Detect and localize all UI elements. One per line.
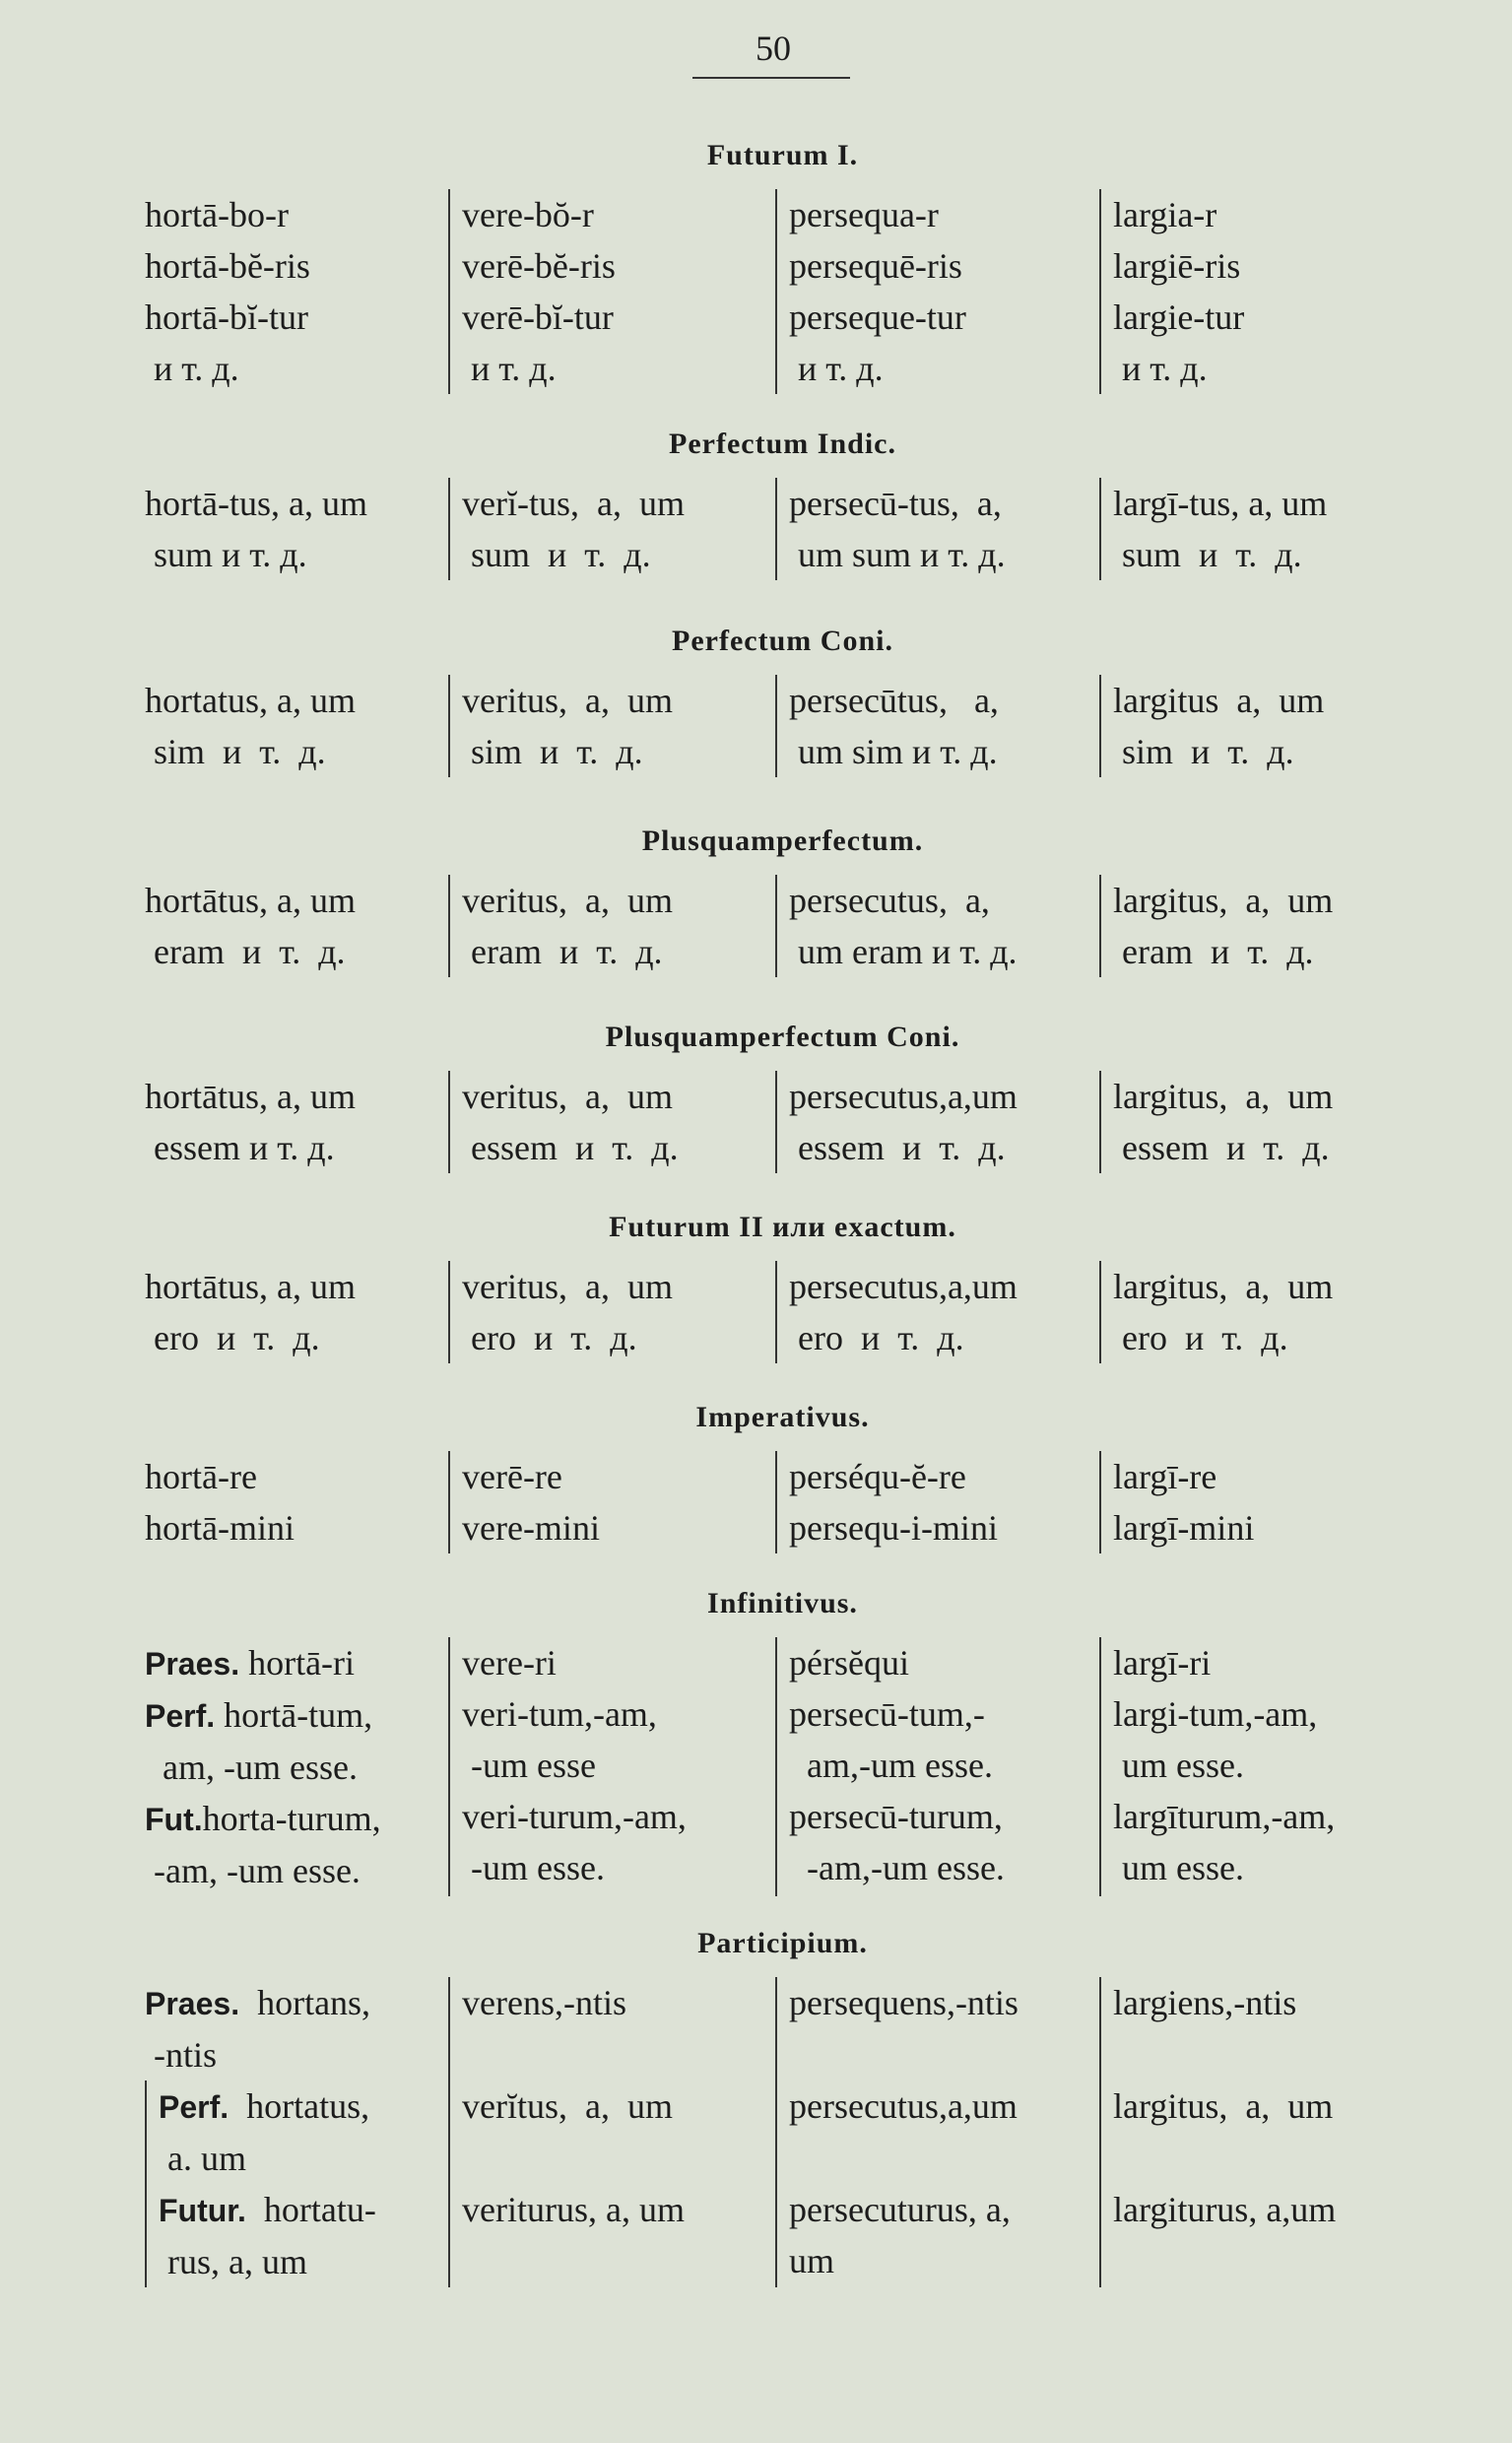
form-cell: persecutus,a,um bbox=[775, 2080, 1099, 2184]
section-title: Perfectum Coni. bbox=[672, 625, 893, 657]
form-cell: pérsĕqui persecū-tum,- am,-um esse. persecū-turum, -am,-um esse. bbox=[775, 1637, 1099, 1896]
form-text: hortans, -ntis bbox=[154, 1983, 371, 2075]
form-entry bbox=[145, 1689, 448, 1793]
form-cell bbox=[145, 2080, 448, 2184]
form-cell: verē-re vere-mini bbox=[448, 1451, 775, 1553]
section-title: Futurum II или exactum. bbox=[609, 1211, 956, 1243]
form-cell: largī-tus, a, um sum и т. д. bbox=[1099, 478, 1420, 580]
conjugation-grid bbox=[145, 1071, 1420, 1173]
form-cell: largī-ri largi-tum,-am, um esse. largīturum,-am, um esse. bbox=[1099, 1637, 1420, 1896]
form-cell: largitus, a, um ero и т. д. bbox=[1099, 1261, 1420, 1363]
form-cell bbox=[145, 1977, 448, 2080]
form-label: Fut. bbox=[145, 1802, 203, 1837]
form-cell: hortatus, a, um sim и т. д. bbox=[145, 681, 356, 771]
conjugation-section bbox=[145, 1208, 1420, 1363]
form-cell: perséqu-ĕ-re persequ-i-mini bbox=[775, 1451, 1099, 1553]
form-cell: largiens,-ntis bbox=[1099, 1977, 1420, 2080]
form-cell: veritus, a, um essem и т. д. bbox=[448, 1071, 775, 1173]
form-text: hortatu- rus, a, um bbox=[167, 2190, 376, 2281]
form-cell bbox=[145, 2184, 448, 2287]
form-cell: persecūtus, a, um sim и т. д. bbox=[775, 675, 1099, 777]
form-cell: hortā-tus, a, um sum и т. д. bbox=[145, 484, 367, 574]
section-title: Infinitivus. bbox=[707, 1587, 858, 1619]
form-label: Futur. bbox=[159, 2193, 246, 2228]
form-label: Perf. bbox=[145, 1698, 216, 1734]
section-title: Plusquamperfectum Coni. bbox=[605, 1021, 960, 1053]
conjugation-grid bbox=[145, 1637, 1420, 1896]
conjugation-section bbox=[145, 1398, 1420, 1553]
form-text: hortā-ri bbox=[239, 1643, 356, 1683]
form-cell: hortātus, a, um ero и т. д. bbox=[145, 1267, 356, 1357]
form-cell: veriturus, a, um bbox=[448, 2184, 775, 2287]
conjugation-section bbox=[145, 822, 1420, 977]
conjugation-section bbox=[145, 425, 1420, 580]
form-cell: largia-r largiē-ris largie-tur и т. д. bbox=[1099, 189, 1420, 394]
conjugation-grid bbox=[145, 1261, 1420, 1363]
form-cell: vere-bŏ-r verē-bĕ-ris verē-bĭ-tur и т. д. bbox=[448, 189, 775, 394]
form-cell: largiturus, a,um bbox=[1099, 2184, 1420, 2287]
form-cell: persecutus,a,um essem и т. д. bbox=[775, 1071, 1099, 1173]
form-cell: largitus, a, um essem и т. д. bbox=[1099, 1071, 1420, 1173]
conjugation-grid bbox=[145, 189, 1420, 394]
conjugation-section bbox=[145, 1924, 1420, 2287]
form-text: hortatus, a. um bbox=[167, 2086, 370, 2178]
form-cell: veritus, a, um sim и т. д. bbox=[448, 675, 775, 777]
conjugation-grid bbox=[145, 1977, 1420, 2287]
conjugation-grid bbox=[145, 875, 1420, 977]
form-cell: hortā-bo-r hortā-bĕ-ris hortā-bĭ-tur и т. д. bbox=[145, 195, 310, 388]
form-label: Praes. bbox=[145, 1986, 240, 2021]
form-cell: largitus a, um sim и т. д. bbox=[1099, 675, 1420, 777]
form-cell: hortā-re hortā-mini bbox=[145, 1457, 295, 1548]
form-cell: verĭtus, a, um bbox=[448, 2080, 775, 2184]
conjugation-grid bbox=[145, 478, 1420, 580]
conjugation-grid bbox=[145, 1451, 1420, 1553]
section-title: Perfectum Indic. bbox=[669, 428, 896, 460]
form-cell: verĭ-tus, a, um sum и т. д. bbox=[448, 478, 775, 580]
form-label: Perf. bbox=[159, 2089, 230, 2125]
form-cell: persequa-r persequē-ris perseque-tur и т. д. bbox=[775, 189, 1099, 394]
conjugation-section bbox=[145, 1584, 1420, 1896]
page-number-rule bbox=[692, 77, 850, 79]
form-label: Praes. bbox=[145, 1646, 240, 1682]
page-number: 50 bbox=[756, 29, 791, 68]
form-entry bbox=[145, 1793, 448, 1896]
form-cell: largitus, a, um bbox=[1099, 2080, 1420, 2184]
form-text: horta-turum, -am, -um esse. bbox=[154, 1799, 381, 1890]
form-cell: persequens,-ntis bbox=[775, 1977, 1099, 2080]
form-cell: persecutus,a,um ero и т. д. bbox=[775, 1261, 1099, 1363]
form-cell: largī-re largī-mini bbox=[1099, 1451, 1420, 1553]
form-cell: verens,-ntis bbox=[448, 1977, 775, 2080]
form-cell: hortātus, a, um essem и т. д. bbox=[145, 1077, 356, 1167]
section-title: Plusquamperfectum. bbox=[641, 825, 924, 857]
form-text: hortā-tum, am, -um esse. bbox=[163, 1695, 373, 1787]
conjugation-section bbox=[145, 622, 1420, 777]
conjugation-section bbox=[145, 136, 1420, 394]
form-cell: persecū-tus, a, um sum и т. д. bbox=[775, 478, 1099, 580]
section-title: Imperativus. bbox=[695, 1401, 870, 1433]
form-cell bbox=[145, 1637, 448, 1896]
section-title: Futurum I. bbox=[706, 139, 859, 171]
form-cell: persecuturus, a, um bbox=[775, 2184, 1099, 2287]
form-cell: veritus, a, um ero и т. д. bbox=[448, 1261, 775, 1363]
form-cell: vere-ri veri-tum,-am, -um esse veri-turum,-am, -um esse. bbox=[448, 1637, 775, 1896]
form-cell: persecutus, a, um eram и т. д. bbox=[775, 875, 1099, 977]
form-cell: veritus, a, um eram и т. д. bbox=[448, 875, 775, 977]
conjugation-section bbox=[145, 1018, 1420, 1173]
form-cell: largitus, a, um eram и т. д. bbox=[1099, 875, 1420, 977]
section-title: Participium. bbox=[697, 1927, 868, 1959]
form-cell: hortātus, a, um eram и т. д. bbox=[145, 881, 356, 971]
form-entry bbox=[145, 1637, 448, 1689]
conjugation-grid bbox=[145, 675, 1420, 777]
